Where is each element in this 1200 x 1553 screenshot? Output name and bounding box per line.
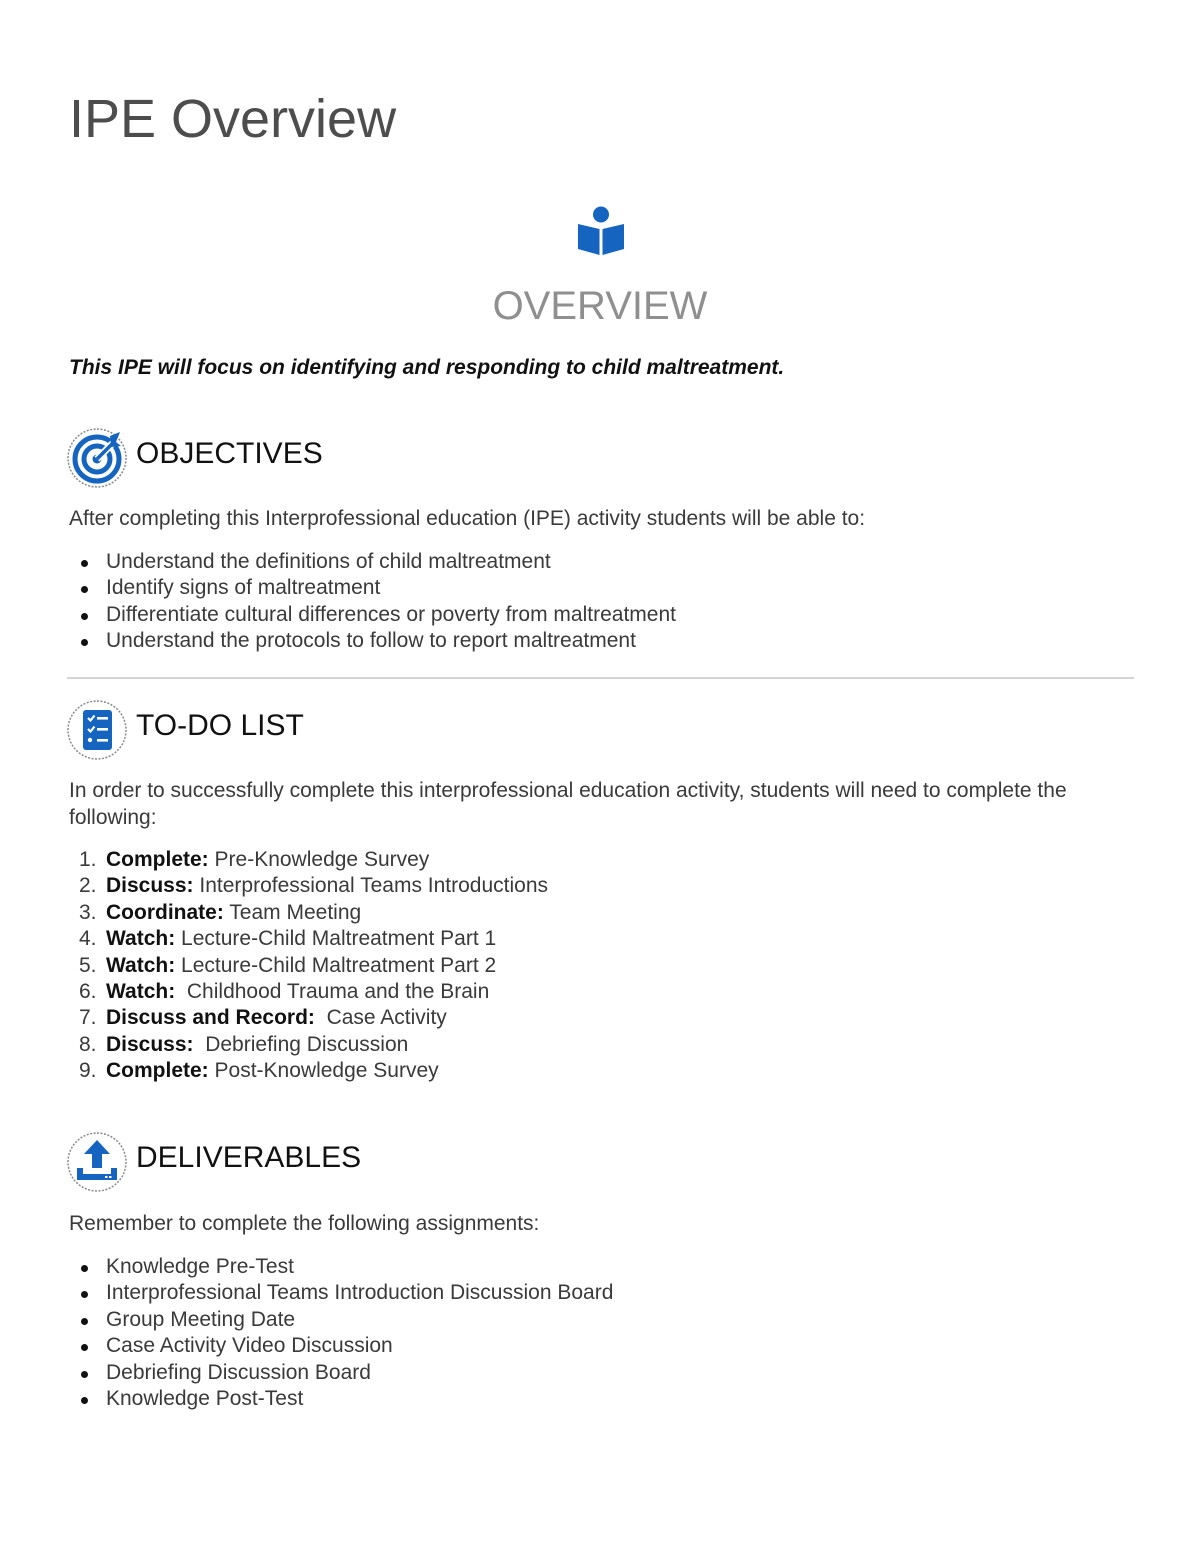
objectives-heading: OBJECTIVES: [136, 437, 323, 470]
list-item: Understand the protocols to follow to report maltreatment: [69, 628, 676, 654]
task-action: Discuss:: [106, 874, 194, 898]
list-item: Identify signs of maltreatment: [69, 575, 676, 601]
list-item: [69, 873, 548, 899]
task-name: Childhood Trauma and the Brain: [175, 980, 490, 1004]
task-name: Debriefing Discussion: [193, 1032, 409, 1056]
task-name: Lecture-Child Maltreatment Part 2: [175, 953, 497, 977]
upload-icon: [67, 1132, 127, 1192]
list-item: Differentiate cultural differences or poverty from maltreatment: [69, 602, 676, 628]
objectives-intro: After completing this Interprofessional education (IPE) activity students will be able to:: [69, 507, 866, 530]
deliverables-heading: DELIVERABLES: [136, 1141, 362, 1174]
list-item: Group Meeting Date: [69, 1307, 613, 1333]
list-item: Case Activity Video Discussion: [69, 1333, 613, 1359]
list-item: Understand the definitions of child maltreatment: [69, 549, 676, 575]
task-name: Lecture-Child Maltreatment Part 1: [175, 927, 497, 951]
list-item: [69, 926, 548, 952]
list-item: [69, 979, 548, 1005]
task-action: Watch:: [106, 927, 176, 951]
deliverables-list: [69, 1254, 613, 1412]
list-number: 1.: [79, 848, 97, 871]
task-name: Interprofessional Teams Introductions: [193, 874, 549, 898]
list-item: [69, 900, 548, 926]
list-number: 6.: [79, 980, 97, 1004]
task-name: Case Activity: [314, 1006, 447, 1030]
task-action: Discuss:: [106, 1032, 194, 1056]
list-number: 5.: [79, 953, 97, 977]
task-action: Watch:: [106, 980, 176, 1004]
task-action: Discuss and Record:: [106, 1006, 315, 1030]
reading-book-icon: [575, 204, 627, 256]
list-item: Interprofessional Teams Introduction Discussion Board: [69, 1280, 613, 1306]
list-number: 4.: [79, 927, 97, 951]
todo-heading: TO-DO LIST: [136, 709, 304, 742]
page-title: IPE Overview: [69, 89, 397, 149]
todo-list: [69, 847, 548, 1085]
task-action: Complete:: [106, 1059, 209, 1083]
list-item: [69, 1005, 548, 1031]
objectives-list: [69, 549, 676, 655]
list-item: [69, 953, 548, 979]
focus-statement: This IPE will focus on identifying and responding to child maltreatment.: [69, 356, 785, 379]
todo-intro: In order to successfully complete this interprofessional education activity, students will need to complete the following:: [69, 779, 1067, 829]
list-item: [69, 847, 548, 873]
list-number: 2.: [79, 874, 97, 898]
list-number: 7.: [79, 1006, 97, 1030]
list-number: 3.: [79, 900, 97, 924]
checklist-icon: [67, 700, 127, 760]
list-number: 9.: [79, 1059, 97, 1083]
task-name: Pre-Knowledge Survey: [208, 848, 430, 871]
task-action: Coordinate:: [106, 900, 224, 924]
list-number: 8.: [79, 1032, 97, 1056]
list-item: [69, 1058, 548, 1084]
task-name: Team Meeting: [223, 900, 362, 924]
target-icon: [67, 428, 127, 488]
deliverables-intro: Remember to complete the following assignments:: [69, 1212, 540, 1235]
overview-heading: OVERVIEW: [492, 284, 708, 328]
task-name: Post-Knowledge Survey: [208, 1059, 439, 1083]
list-item: Knowledge Post-Test: [69, 1386, 613, 1412]
task-action: Complete:: [106, 848, 209, 871]
list-item: Knowledge Pre-Test: [69, 1254, 613, 1280]
task-action: Watch:: [106, 953, 176, 977]
section-divider: [67, 677, 1134, 679]
list-item: Debriefing Discussion Board: [69, 1360, 613, 1386]
list-item: [69, 1032, 548, 1058]
